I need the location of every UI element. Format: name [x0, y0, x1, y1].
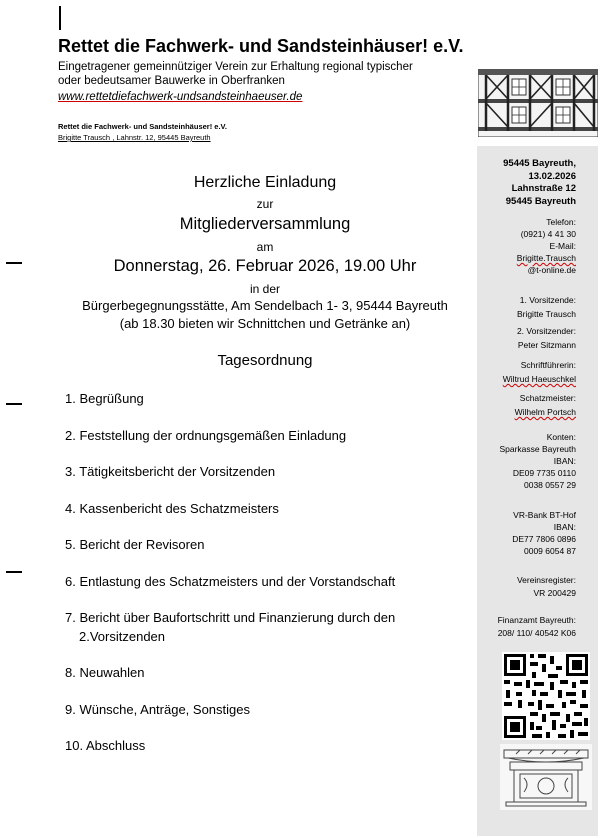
accounts-label: Konten:	[546, 432, 576, 442]
invitation-heading: Herzliche Einladung	[193, 174, 337, 191]
website-link[interactable]: www.rettetdiefachwerk-undsandsteinhaeuser.de	[58, 91, 303, 103]
chair2-name: Peter Sitzmann	[517, 340, 576, 350]
phone-label: Telefon:	[546, 217, 576, 227]
email-label: E-Mail:	[549, 241, 576, 251]
qr-code	[502, 652, 590, 740]
bank1-name: Sparkasse Bayreuth	[499, 444, 576, 454]
treasurer-name: Wilhelm Portsch	[514, 407, 576, 417]
secretary-label: Schriftführerin:	[520, 360, 576, 370]
tax-number: 208/ 110/ 40542 K06	[497, 628, 576, 638]
treasurer-label: Schatzmeister:	[519, 393, 576, 403]
invitation-am: am	[256, 240, 274, 254]
agenda-item: 2. Feststellung der ordnungsgemäßen Einladung	[65, 428, 347, 443]
register-block	[458, 574, 576, 599]
chair2-block	[458, 325, 576, 351]
carved-portal-ornament	[500, 744, 592, 810]
contact-block	[458, 216, 576, 276]
chair1-block	[458, 294, 576, 320]
organization-title: Rettet die Fachwerk- und Sandsteinhäuser! e.V.	[58, 36, 464, 56]
text-cursor	[59, 6, 61, 30]
invitation-in-der: in der	[249, 282, 281, 296]
sender-address: Brigitte Trausch , Lahnstr. 12, 95445 Bayreuth	[58, 133, 211, 142]
subtitle-line-1: Eingetragener gemeinnütziger Verein zur Erhaltung regional typischer	[58, 61, 413, 73]
bank1-iban-line-1: DE09 7735 0110	[512, 468, 576, 478]
agenda-item: 6. Entlastung des Schatzmeisters und der Vorstandschaft	[65, 574, 396, 589]
bank2-name: VR-Bank BT-Hof	[513, 510, 576, 520]
chair1-name: Brigitte Trausch	[516, 309, 576, 319]
margin-mark	[6, 571, 22, 573]
bank1-iban-line-2: 0038 0557 29	[524, 480, 576, 490]
bank2-iban-line-2: 0009 6054 87	[524, 546, 576, 556]
register-number: VR 200429	[533, 588, 576, 598]
secretary-name: Wiltrud Haeuschkel	[502, 374, 576, 384]
agenda-item: 7. Bericht über Baufortschritt und Finanzierung durch den	[65, 610, 396, 625]
organization-subtitle	[58, 60, 413, 88]
postal-city: 95445 Bayreuth	[505, 195, 576, 207]
meeting-title: Mitgliederversammlung	[179, 215, 351, 233]
half-timbered-house-illustration	[478, 69, 598, 137]
meeting-date: Donnerstag, 26. Februar 2026, 19.00 Uhr	[113, 257, 417, 275]
letter-date-block	[458, 158, 576, 208]
bank2-iban-line-1: DE77 7806 0896	[512, 534, 576, 544]
iban-label: IBAN:	[553, 522, 576, 532]
agenda-item: 1. Begrüßung	[65, 391, 144, 406]
phone-number: (0921) 4 41 30	[520, 229, 576, 239]
meeting-location: Bürgerbegegnungsstätte, Am Sendelbach 1- 3, 95444 Bayreuth	[82, 298, 448, 313]
sender-name: Rettet die Fachwerk- und Sandsteinhäuser! e.V.	[58, 122, 227, 131]
agenda-item: 8. Neuwahlen	[65, 665, 145, 680]
chair2-label: 2. Vorsitzender:	[516, 326, 576, 336]
subtitle-line-2: oder bedeutsamer Bauwerke in Oberfranken	[58, 75, 285, 87]
email-address-line-1[interactable]: Brigitte.Trausch	[516, 253, 576, 263]
iban-label: IBAN:	[553, 456, 576, 466]
agenda-item-continuation: 2.Vorsitzenden	[79, 629, 166, 644]
secretary-block	[458, 359, 576, 385]
bank2-block	[458, 509, 576, 557]
agenda-item: 3. Tätigkeitsbericht der Vorsitzenden	[65, 464, 276, 479]
date-city: 95445 Bayreuth,	[503, 158, 576, 169]
tax-office-label: Finanzamt Bayreuth:	[497, 615, 576, 625]
chair1-label: 1. Vorsitzende:	[519, 295, 576, 305]
agenda-item: 9. Wünsche, Anträge, Sonstiges	[65, 702, 250, 717]
agenda-title: Tagesordnung	[217, 352, 313, 369]
catering-note: (ab 18.30 bieten wir Schnittchen und Getränke an)	[119, 316, 411, 331]
street-address: Lahnstraße 12	[511, 183, 576, 194]
register-label: Vereinsregister:	[516, 575, 576, 585]
margin-mark	[6, 262, 22, 264]
margin-mark	[6, 403, 22, 405]
agenda-item: 5. Bericht der Revisoren	[65, 537, 205, 552]
agenda-item: 4. Kassenbericht des Schatzmeisters	[65, 501, 279, 516]
bank1-block	[458, 431, 576, 491]
tax-block	[458, 614, 576, 639]
agenda-item: 10. Abschluss	[65, 738, 146, 753]
invitation-zur: zur	[256, 197, 274, 211]
email-address-line-2[interactable]: @t-online.de	[527, 265, 576, 275]
treasurer-block	[458, 392, 576, 418]
letter-date: 13.02.2026	[528, 170, 576, 182]
